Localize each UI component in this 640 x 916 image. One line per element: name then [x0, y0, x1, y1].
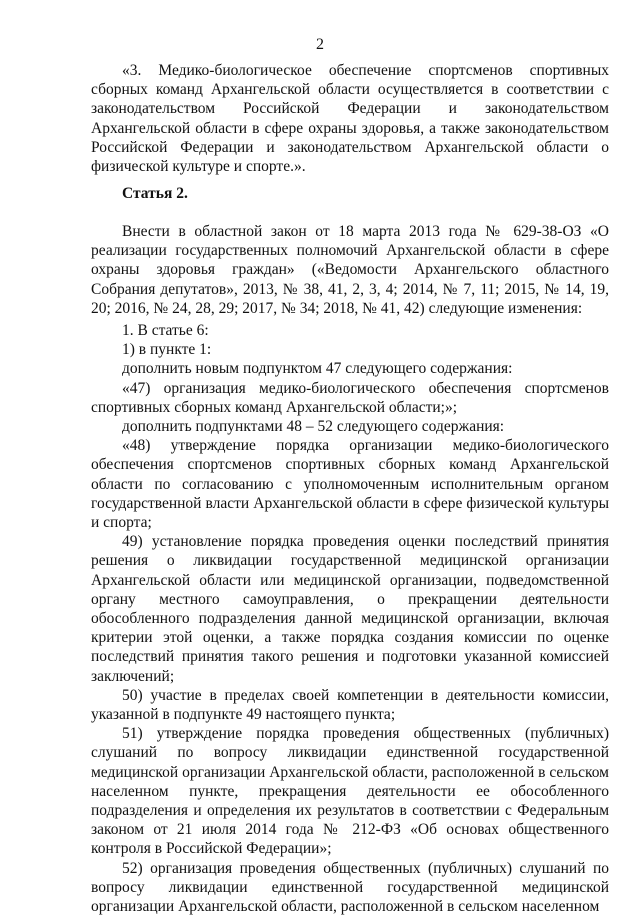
list-item: 1. В статье 6:: [122, 322, 209, 339]
list-item: дополнить новым подпунктом 47 следующего содержания:: [122, 360, 513, 378]
article-heading: Статья 2.: [122, 185, 188, 202]
list-item: 49) установление порядка проведения оценки последствий принятия решения о ликвидации государственной медицинской организации Архангельской области или медицинской организации, подведомственной органу местного самоуправления, о прекращении деятельности обособленного подразделения данной медицинской организации, включая критерии этой оценки, а также порядка создания комиссии по оценке последствий принятия такого решения и подготовки указанной комиссией заключений;: [91, 533, 609, 685]
list-item: 51) утверждение порядка проведения общественных (публичных) слушаний по вопросу ликвидации единственной государственной медицинской организации Архангельской области, расположенной в сельском населенном пункте, прекращения деятельности ее обособленного подразделения и определения их результатов в соответствии с Федеральным законом от 21 июля 2014 года № 212-ФЗ «Об основах общественного контроля в Российской Федерации»;: [91, 725, 609, 858]
list-item: «47) организация медико-биологического обеспечения спортсменов спортивных сборных команд Архангельской области;»;: [91, 379, 609, 416]
article2-heading-block: [91, 184, 609, 203]
list-item: дополнить подпунктами 48 – 52 следующего содержания:: [122, 418, 505, 436]
list-item: 1) в пункте 1:: [122, 341, 212, 359]
list-item: 50) участие в пределах своей компетенции в деятельности комиссии, указанной в подпункте 49 настоящего пункта;: [91, 686, 609, 724]
paragraph-intro: Внести в областной закон от 18 марта 2013 года № 629-38-ОЗ «О реализации государственных полномочий Архангельской области в сфере охраны здоровья граждан» («Ведомости Архангельского областного Собрания депутатов», 2013, № 38, 41, 2, 3, 4; 2014, № 7, 11; 2015, № 14, 19, 20; 2016, № 24, 28, 29; 2017, № 34; 2018, № 41, 42) следующие изменения:: [91, 223, 609, 317]
list-item: 52) организация проведения общественных (публичных) слушаний по вопросу ликвидации единственной государственной медицинской организации Архангельской области, расположенной в сельском населенном: [91, 859, 609, 916]
paragraph-quoted-item3: «3. Медико-биологическое обеспечение спортсменов спортивных сборных команд Архангельской области осуществляется в соответствии с законодательством Российской Федерации и законодательством Архангельской области в сфере охраны здоровья, а также законодательством Российской Федерации и законодательством Архангельской области о физической культуре и спорте.».: [91, 62, 609, 176]
list-item: «48) утверждение порядка организации медико-биологического обеспечения спортсменов спортивных сборных команд Архангельской области по согласованию с уполномоченным исполнительным органом государственной власти Архангельской области в сфере физической культуры и спорта;: [91, 437, 609, 532]
article2-intro-block: [91, 222, 609, 318]
article1-amendment-block: [91, 61, 609, 176]
page-number: 2: [316, 36, 324, 53]
article2-amendments: [91, 321, 609, 916]
